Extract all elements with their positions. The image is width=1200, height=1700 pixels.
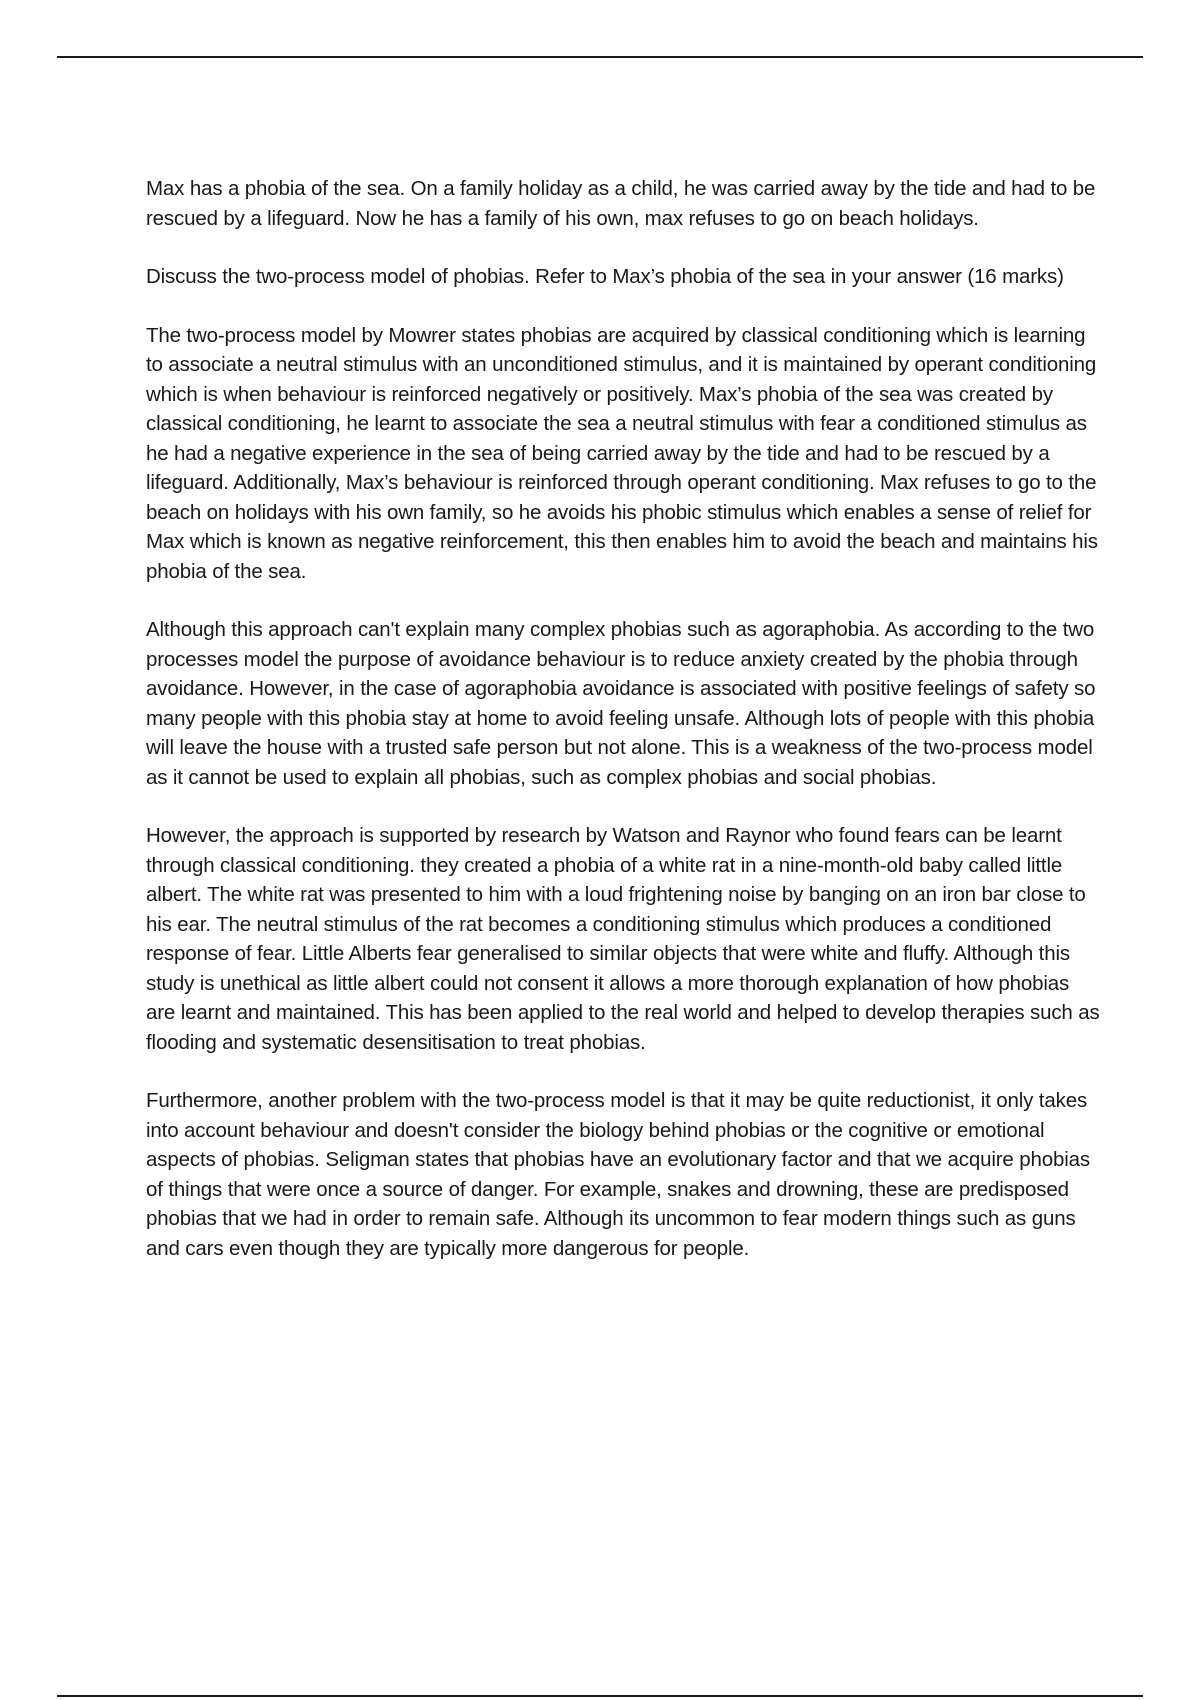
question-paragraph: Discuss the two-process model of phobias. Refer to Max’s phobia of the sea in your answer (16 marks) <box>146 265 1064 288</box>
footer-rule <box>57 1695 1143 1697</box>
answer-paragraph-4: Furthermore, another problem with the two-process model is that it may be quite reductionist, it only takes into account behaviour and doesn't consider the biology behind phobias or the cognitive or emotional aspects of phobias. Seligman states that phobias have an evolutionary factor and that we acquire phobias of things that were once a source of danger. For example, snakes and drowning, these are predisposed phobias that we had in order to remain safe. Although its uncommon to fear modern things such as guns and cars even though they are typically more dangerous for people. <box>146 1089 1090 1260</box>
document-body <box>146 174 1100 1292</box>
answer-paragraph-1: The two-process model by Mowrer states phobias are acquired by classical conditioning which is learning to associate a neutral stimulus with an unconditioned stimulus, and it is maintained by operant conditioning which is when behaviour is reinforced negatively or positively. Max’s phobia of the sea was created by classical conditioning, he learnt to associate the sea a neutral stimulus with fear a conditioned stimulus as he had a negative experience in the sea of being carried away by the tide and had to be rescued by a lifeguard. Additionally, Max’s behaviour is reinforced through operant conditioning. Max refuses to go to the beach on holidays with his own family, so he avoids his phobic stimulus which enables a sense of relief for Max which is known as negative reinforcement, this then enables him to avoid the beach and maintains his phobia of the sea. <box>146 323 1098 583</box>
scenario-paragraph: Max has a phobia of the sea. On a family holiday as a child, he was carried away by the tide and had to be rescued by a lifeguard. Now he has a family of his own, max refuses to go on beach holidays. <box>146 177 1096 230</box>
header-rule <box>57 56 1143 58</box>
answer-paragraph-2: Although this approach can't explain many complex phobias such as agoraphobia. As according to the two processes model the purpose of avoidance behaviour is to reduce anxiety created by the phobia through avoidance. However, in the case of agoraphobia avoidance is associated with positive feelings of safety so many people with this phobia stay at home to avoid feeling unsafe. Although lots of people with this phobia will leave the house with a trusted safe person but not alone. This is a weakness of the two-process model as it cannot be used to explain all phobias, such as complex phobias and social phobias. <box>146 618 1096 789</box>
answer-paragraph-3: However, the approach is supported by research by Watson and Raynor who found fears can be learnt through classical conditioning. they created a phobia of a white rat in a nine-month-old baby called little albert. The white rat was presented to him with a loud frightening noise by banging on an iron bar close to his ear. The neutral stimulus of the rat becomes a conditioning stimulus which produces a conditioned response of fear. Little Alberts fear generalised to similar objects that were white and fluffy. Although this study is unethical as little albert could not consent it allows a more thorough explanation of how phobias are learnt and maintained. This has been applied to the real world and helped to develop therapies such as flooding and systematic desensitisation to treat phobias. <box>146 824 1100 1054</box>
